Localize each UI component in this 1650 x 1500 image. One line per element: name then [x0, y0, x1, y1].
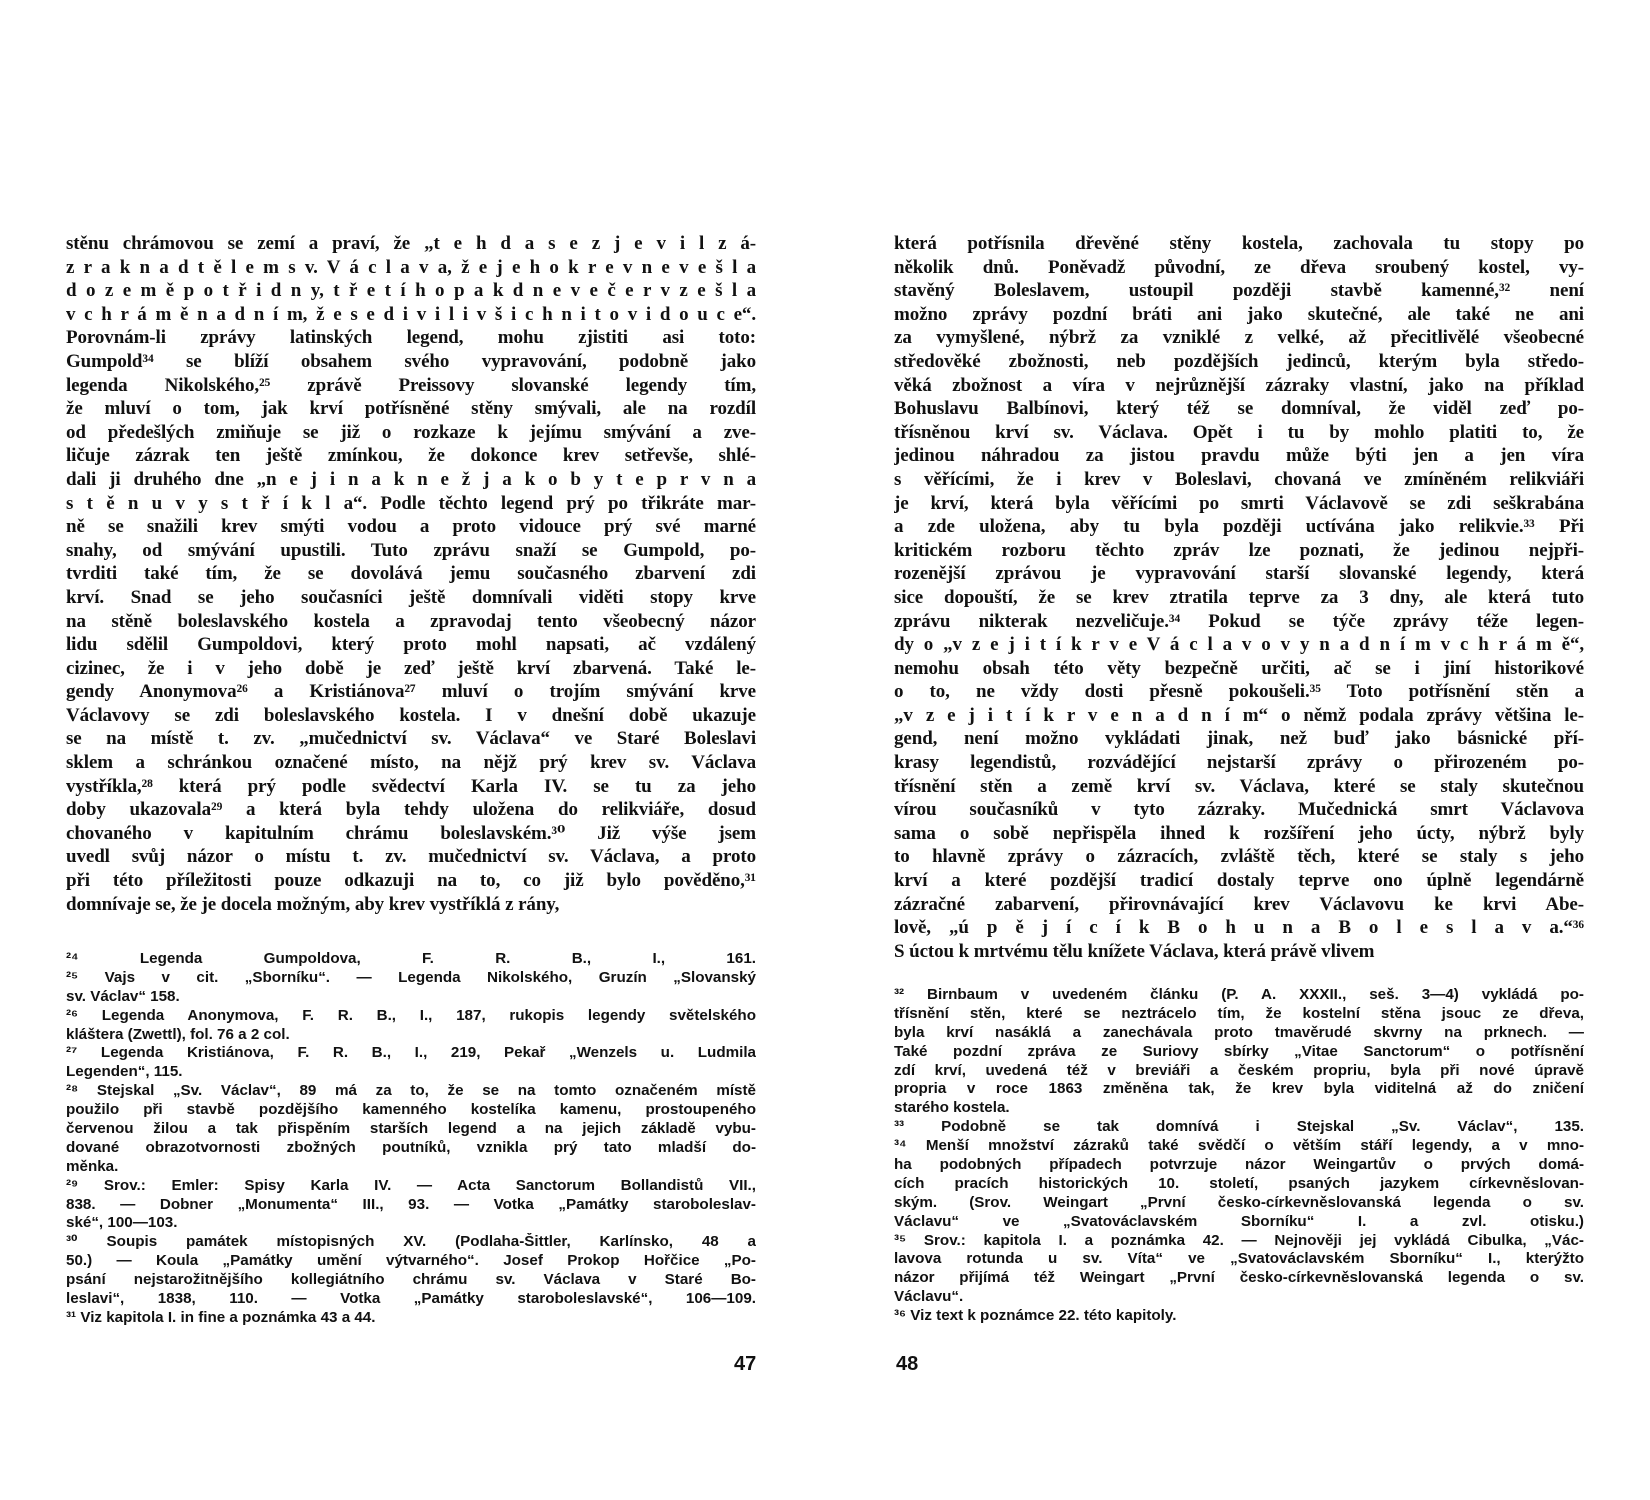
footnote-line: ³¹ Viz kapitola I. in fine a poznámka 43 a 44.	[66, 1308, 376, 1326]
text-line: krví a které pozdější tradicí dostaly teprve ono úplně legendárně	[894, 870, 1584, 892]
footnote-line: byla krví nasáklá a zanechávala proto tmavěrudé skvrny na prknech. —	[894, 1023, 1584, 1041]
text-line: snahy, od smývání upustili. Tuto zprávu snaží se Gumpold, po-	[66, 539, 756, 561]
text-line: Václavovy se zdi boleslavského kostela. I v dnešní době ukazuje	[66, 704, 756, 726]
text-line: stavěný Boleslavem, ustoupil později stavbě kamenné,³² není	[894, 280, 1584, 302]
text-line: S úctou k mrtvému tělu knížete Václava, která právě vlivem	[894, 940, 1375, 962]
text-line: věká zbožnost a víra v nejrůznější zázraky vlastní, jako na příklad	[894, 374, 1584, 396]
footnote-line: třísnění stěn, které se neztrácelo tím, že kostelní stěna jsouc ze dřeva,	[894, 1004, 1584, 1022]
footnote-line: leslavi“, 1838, 110. — Votka „Památky staroboleslavské“, 106—109.	[66, 1290, 756, 1308]
footnote-line: ské“, 100—103.	[66, 1214, 178, 1232]
footnote-line: ³³ Podobně se tak domnívá i Stejskal „Sv. Václav“, 135.	[894, 1118, 1584, 1136]
text-line: možno zprávy pozdní bráti ani jako skutečné, ale také ne ani	[894, 303, 1584, 325]
text-line: o to, ne vždy dosti přesně pokoušeli.³⁵ Toto potřísnění stěn a	[894, 681, 1584, 703]
text-line: dali ji druhého dne „n e j i n a k n e ž j a k o b y t e p r v n a	[66, 468, 756, 490]
footnote-line: ²⁵ Vajs v cit. „Sborníku“. — Legenda Nikolského, Gruzín „Slovanský	[66, 968, 756, 986]
footnote-line: starého kostela.	[894, 1099, 1010, 1117]
footnote-line: ským. (Srov. Weingart „První česko-církevněslovanská legenda o sv.	[894, 1193, 1584, 1211]
text-line: jedinou náhradou za jistou pravdu může býti jen a jen víra	[894, 445, 1584, 467]
text-line: Bohuslavu Balbínovi, který též se domníval, že viděl zeď po-	[894, 398, 1584, 420]
text-line: za vymyšlené, nýbrž za vzniklé z velké, až přecitlivělé všeobecné	[894, 327, 1584, 349]
footnote-line: názor přijímá též Weingart „První česko-církevněslovanská legenda o sv.	[894, 1269, 1584, 1287]
footnote-line: červenou žilou a tak přispěním starších legend a na jejich základě vybu-	[66, 1120, 756, 1138]
text-line: vystříkla,²⁸ která prý podle svědectví Karla IV. se tu za jeho	[66, 775, 756, 797]
text-line: středověké zbožnosti, neb pozdějších jedinců, kterým byla středo-	[894, 350, 1584, 372]
left-page	[66, 0, 786, 1500]
footnote-line: 50.) — Koula „Památky umění výtvarného“. Josef Prokop Hořčice „Po-	[66, 1252, 756, 1270]
footnote-line: ³⁴ Menší množství zázraků také svědčí o větším stáří legendy, a v mno-	[894, 1137, 1584, 1155]
text-line: Porovnám-li zprávy latinských legend, mohu zjistiti asi toto:	[66, 327, 756, 349]
footnote-line: ²⁶ Legenda Anonymova, F. R. B., I., 187, rukopis legendy světelského	[66, 1006, 756, 1024]
text-line: „v z e j i t í k r v e n a d n í m“ o němž podala zprávy většina le-	[894, 704, 1584, 726]
text-line: rozenější zprávou je vypravování starší slovanské legendy, která	[894, 563, 1584, 585]
text-line: cizinec, že i v jeho době je zeď ještě krví zbarvená. Také le-	[66, 657, 756, 679]
text-line: sklem a schránkou označené místo, na nějž prý krev sv. Václava	[66, 752, 756, 774]
text-line: je krví, která byla věřícími po smrti Václavově se zdi seškrabána	[894, 492, 1584, 514]
footnote-line: zdí krví, uvedená též v breviáři a českém propriu, byla při nové úpravě	[894, 1061, 1584, 1079]
text-line: gendy Anonymova²⁶ a Kristiánova²⁷ mluví o trojím smývání krve	[66, 681, 756, 703]
text-line: to hlavně zprávy o zázracích, zvláště těch, které se staly s jeho	[894, 846, 1584, 868]
text-line: v c h r á m ě n a d n í m, ž e s e d i v i l i v š i c h n i t o v i d o u c e“.	[66, 303, 756, 325]
text-line: gend, není možno vykládati jinak, než buď jako básnické pří-	[894, 728, 1584, 750]
text-line: s t ě n u v y s t ř í k l a“. Podle těchto legend prý po třikráte mar-	[66, 492, 756, 514]
footnote-line: měnka.	[66, 1157, 119, 1175]
text-line: sama o sobě nepřispěla ihned k rozšíření jeho úcty, nýbrž byly	[894, 822, 1584, 844]
footnote-line: lavova rotunda u sv. Víta“ ve „Svatováclavském Sborníku“ I., kterýžto	[894, 1250, 1584, 1268]
footnote-line: Také pozdní zpráva ze Suriovy sbírky „Vitae Sanctorum“ o potřísnění	[894, 1042, 1584, 1060]
text-line: legenda Nikolského,²⁵ zprávě Preissovy slovanské legendy tím,	[66, 374, 756, 396]
footnote-line: Václavu“ ve „Svatováclavském Sborníku“ I. a zvl. otisku.)	[894, 1212, 1584, 1230]
footnote-line: ³⁵ Srov.: kapitola I. a poznámka 42. — Nejnověji jej vykládá Cibulka, „Vác-	[894, 1231, 1584, 1249]
left-page-number: 47	[734, 1353, 757, 1375]
footnote-line: Václavu“.	[894, 1288, 964, 1306]
text-line: chovaného v kapitulním chrámu boleslavském.³⁰ Již výše jsem	[66, 822, 756, 844]
text-line: že mluví o tom, jak krví potřísněné stěny smývali, ale na rozdíl	[66, 398, 756, 420]
footnote-line: ³⁶ Viz text k poznámce 22. této kapitoly.	[894, 1307, 1177, 1325]
text-line: uvedl svůj názor o místu t. zv. mučednictví sv. Václava, a proto	[66, 846, 756, 868]
text-line: od předešlých zmiňuje se již o rozkaze k jejímu smývání a zve-	[66, 421, 756, 443]
text-line: zázračné zabarvení, přirovnávající krev Václavovu ke krvi Abe-	[894, 893, 1584, 915]
right-body-text	[894, 232, 1584, 963]
text-line: lově, „ú p ě j í c í k B o h u n a B o l e s l a v a.“³⁶	[894, 917, 1584, 939]
text-line: ličuje zázrak ten ještě zmínkou, že dokonce krev setřevše, shlé-	[66, 445, 756, 467]
text-line: dy o „v z e j i t í k r v e V á c l a v o v y n a d n í m v c h r á m ě“,	[894, 634, 1584, 656]
text-line: krví. Snad se jeho současníci ještě domnívali viděti stopy krve	[66, 586, 756, 608]
text-line: vírou současníků v tyto zázraky. Mučednická smrt Václavova	[894, 799, 1584, 821]
text-line: lidu sdělil Gumpoldovi, který proto mohl napsati, ač vzdálený	[66, 634, 756, 656]
text-line: doby ukazovala²⁹ a která byla tehdy uložena do relikviáře, dosud	[66, 799, 756, 821]
footnote-line: Legenden“, 115.	[66, 1063, 183, 1081]
footnote-line: psání nejstarožitnějšího kollegiátního chrámu sv. Václava v Staré Bo-	[66, 1271, 756, 1289]
text-line: krasy legendistů, rozvádějící nejstarší zprávy o přirozeném po-	[894, 752, 1584, 774]
text-line: a zde uložena, aby tu byla později uctívána jako relikvie.³³ Při	[894, 516, 1584, 538]
right-footnotes	[894, 986, 1584, 1326]
footnote-line: ³⁰ Soupis památek místopisných XV. (Podlaha-Šittler, Karlínsko, 48 a	[66, 1233, 756, 1251]
footnote-line: ²⁴ Legenda Gumpoldova, F. R. B., I., 161.	[66, 950, 756, 967]
footnote-line: kláštera (Zwettl), fol. 76 a 2 col.	[66, 1025, 290, 1043]
text-line: Gumpold³⁴ se blíží obsahem svého vypravování, podobně jako	[66, 350, 756, 372]
text-line: sice dopouští, že se krev ztratila teprve za 3 dny, ale která tuto	[894, 586, 1584, 608]
text-line: třísněnou krví sv. Václava. Opět i tu by mohlo platiti to, že	[894, 421, 1584, 443]
text-line: při této příležitosti pouze odkazuji na to, co již bylo pověděno,³¹	[66, 870, 756, 892]
left-body-text	[66, 232, 756, 916]
text-line: z r a k n a d t ě l e m s v. V á c l a v a, ž e j e h o k r e v n e v e š l a	[66, 256, 756, 278]
right-page-number: 48	[896, 1353, 919, 1375]
right-page	[894, 0, 1614, 1500]
text-line: třísnění stěn a země krví sv. Václava, které se staly skutečnou	[894, 775, 1584, 797]
footnote-line: cích pracích historických 10. století, psaných jazykem církevněslovan-	[894, 1174, 1584, 1192]
footnote-line: použilo při stavbě pozdějšího kamenného kostelíka kamenu, prostoupeného	[66, 1101, 756, 1119]
text-line: domnívaje se, že je docela možným, aby krev vystříklá z rány,	[66, 893, 560, 915]
footnote-line: ²⁹ Srov.: Emler: Spisy Karla IV. — Acta Sanctorum Bollandistů VII.,	[66, 1176, 756, 1194]
footnote-line: ²⁸ Stejskal „Sv. Václav“, 89 má za to, že se na tomto označeném místě	[66, 1082, 756, 1100]
footnote-line: sv. Václav“ 158.	[66, 987, 180, 1005]
footnote-line: dované obrazotvornosti zbožných poutníků, vznikla prý tato mladší do-	[66, 1138, 756, 1156]
text-line: několik dnů. Poněvadž původní, ze dřeva sroubený kostel, vy-	[894, 256, 1584, 278]
text-line: nemohu obsah této věty bezpečně určiti, ač se i jiní historikové	[894, 657, 1584, 679]
footnote-line: ha podobných případech potvrzuje názor Weingartův o prvých domá-	[894, 1156, 1584, 1174]
footnote-line: 838. — Dobner „Monumenta“ III., 93. — Votka „Památky staroboleslav-	[66, 1195, 756, 1213]
footnote-line: ³² Birnbaum v uvedeném článku (P. A. XXXII., seš. 3—4) vykládá po-	[894, 986, 1584, 1003]
text-line: na stěně boleslavského kostela a zpravodaj tento všeobecný názor	[66, 610, 756, 632]
text-line: s věřícími, že i krev v Boleslavi, chovaná ve zmíněném relikviáři	[894, 468, 1584, 490]
text-line: tvrditi také tím, že se dovolává jemu současného zbarvení zdi	[66, 563, 756, 585]
text-line: se na místě t. zv. „mučednictví sv. Václava“ ve Staré Boleslavi	[66, 728, 756, 750]
text-line: ně se snažili krev smýti vodou a proto vidouce prý své marné	[66, 516, 756, 538]
text-line: d o z e m ě p o t ř i d n y, t ř e t í h o p a k d n e v e č e r v z e š l a	[66, 280, 756, 302]
text-line: stěnu chrámovou se zemí a praví, že „t e h d a s e z j e v i l z á-	[66, 233, 756, 254]
text-line: která potřísnila dřevěné stěny kostela, zachovala tu stopy po	[894, 233, 1584, 254]
text-line: zprávu nikterak nezveličuje.³⁴ Pokud se týče zprávy téže legen-	[894, 610, 1584, 632]
footnote-line: propria v roce 1863 změněna tak, že krev byla viditelná až do zničení	[894, 1080, 1584, 1098]
left-footnotes	[66, 950, 756, 1328]
footnote-line: ²⁷ Legenda Kristiánova, F. R. B., I., 219, Pekař „Wenzels u. Ludmila	[66, 1044, 756, 1062]
text-line: kritickém rozboru těchto zpráv lze poznati, že jedinou nejpři-	[894, 539, 1584, 561]
